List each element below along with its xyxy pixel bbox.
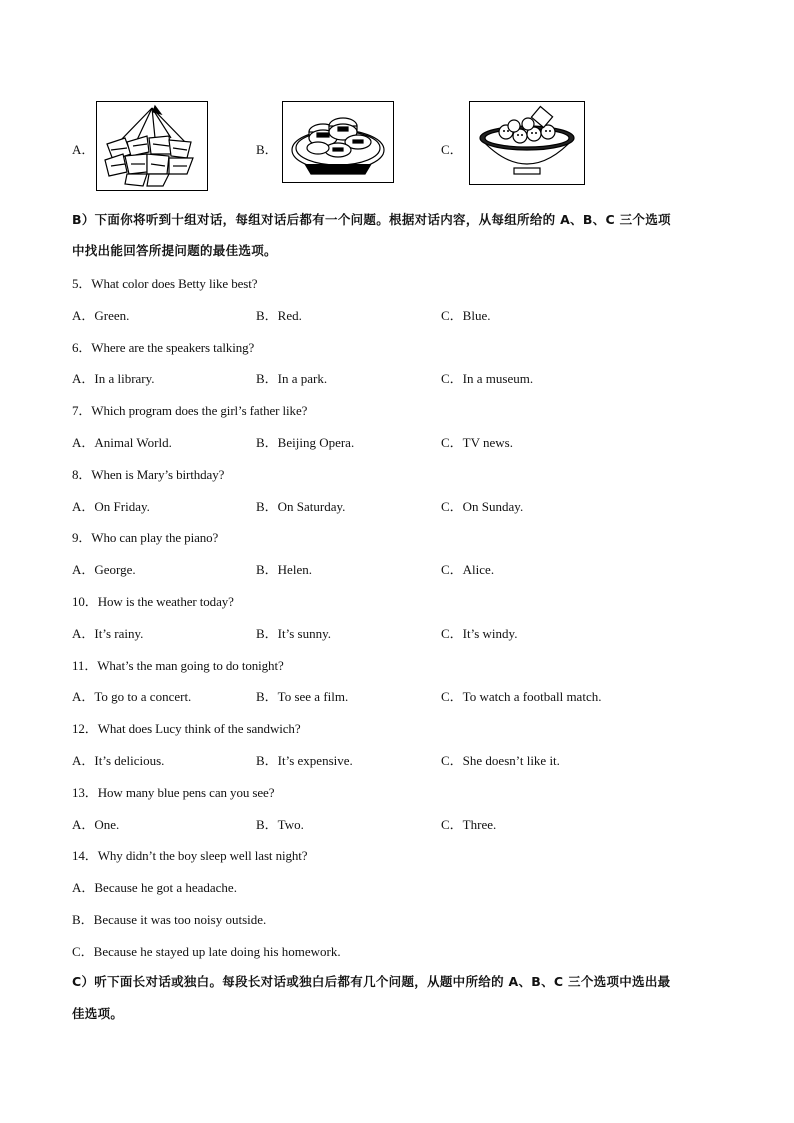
option-a[interactable]: A．On Friday. <box>72 499 150 514</box>
option-c[interactable]: C．In a museum. <box>441 371 534 386</box>
option-b[interactable]: B．It’s sunny. <box>256 626 331 641</box>
section-b-instruction-line-2: 中找出能回答所提问题的最佳选项。 <box>72 243 277 258</box>
question-9: 9．Who can play the piano? <box>72 530 219 545</box>
option-c[interactable]: C．TV news. <box>441 435 513 450</box>
question-11: 11．What’s the man going to do tonight? <box>72 658 284 673</box>
tangyuan-icon <box>469 101 585 185</box>
option-c[interactable]: C．To watch a football match. <box>441 689 602 704</box>
question-8: 8．When is Mary’s birthday? <box>72 467 225 482</box>
option-label: C． <box>441 142 463 157</box>
section-c-instruction-line-2: 佳选项。 <box>72 1006 124 1021</box>
question-10: 10．How is the weather today? <box>72 594 234 609</box>
option-c[interactable]: C．Three. <box>441 817 497 832</box>
option-b[interactable]: B．On Saturday. <box>256 499 346 514</box>
option-label: B． <box>256 142 278 157</box>
option-b[interactable]: B．Red. <box>256 308 302 323</box>
question-14: 14．Why didn’t the boy sleep well last night? <box>72 848 308 863</box>
question-5: 5．What color does Betty like best? <box>72 276 258 291</box>
question-12: 12．What does Lucy think of the sandwich? <box>72 721 301 736</box>
option-b[interactable]: B．Beijing Opera. <box>256 435 355 450</box>
option-c[interactable]: C．Alice. <box>441 562 495 577</box>
section-b-instruction-line-1: B）下面你将听到十组对话，每组对话后都有一个问题。根据对话内容，从每组所给的 A、B、C 三个选项 <box>72 212 671 227</box>
option-c[interactable]: C．She doesn’t like it. <box>441 753 560 768</box>
option-b[interactable]: B．In a park. <box>256 371 328 386</box>
section-c-instruction-line-1: C）听下面长对话或独白。每段长对话或独白后都有几个问题，从题中所给的 A、B、C 三个选项中选出最 <box>72 974 671 989</box>
option-a[interactable]: A．It’s delicious. <box>72 753 165 768</box>
option-b[interactable]: B．It’s expensive. <box>256 753 353 768</box>
option-label: A． <box>72 142 95 157</box>
option-a[interactable]: A．To go to a concert. <box>72 689 192 704</box>
option-c[interactable]: C．Blue. <box>441 308 491 323</box>
option-a[interactable]: A．Animal World. <box>72 435 172 450</box>
option-a[interactable]: A．Because he got a headache. <box>72 880 237 895</box>
option-c[interactable]: C．It’s windy. <box>441 626 518 641</box>
picture-options-row <box>72 101 632 193</box>
zongzi-icon <box>96 101 208 191</box>
option-a[interactable]: A．Green. <box>72 308 130 323</box>
question-13: 13．How many blue pens can you see? <box>72 785 275 800</box>
option-b[interactable]: B．To see a film. <box>256 689 349 704</box>
option-b[interactable]: B．Helen. <box>256 562 312 577</box>
question-7: 7．Which program does the girl’s father like? <box>72 403 308 418</box>
option-a[interactable]: A．In a library. <box>72 371 155 386</box>
mooncakes-icon <box>282 101 394 183</box>
option-c[interactable]: C．On Sunday. <box>441 499 524 514</box>
option-a[interactable]: A．One. <box>72 817 120 832</box>
option-a[interactable]: A．George. <box>72 562 136 577</box>
option-b[interactable]: B．Because it was too noisy outside. <box>72 912 267 927</box>
option-a[interactable]: A．It’s rainy. <box>72 626 144 641</box>
option-c[interactable]: C．Because he stayed up late doing his homework. <box>72 944 341 959</box>
question-6: 6．Where are the speakers talking? <box>72 340 255 355</box>
option-b[interactable]: B．Two. <box>256 817 304 832</box>
